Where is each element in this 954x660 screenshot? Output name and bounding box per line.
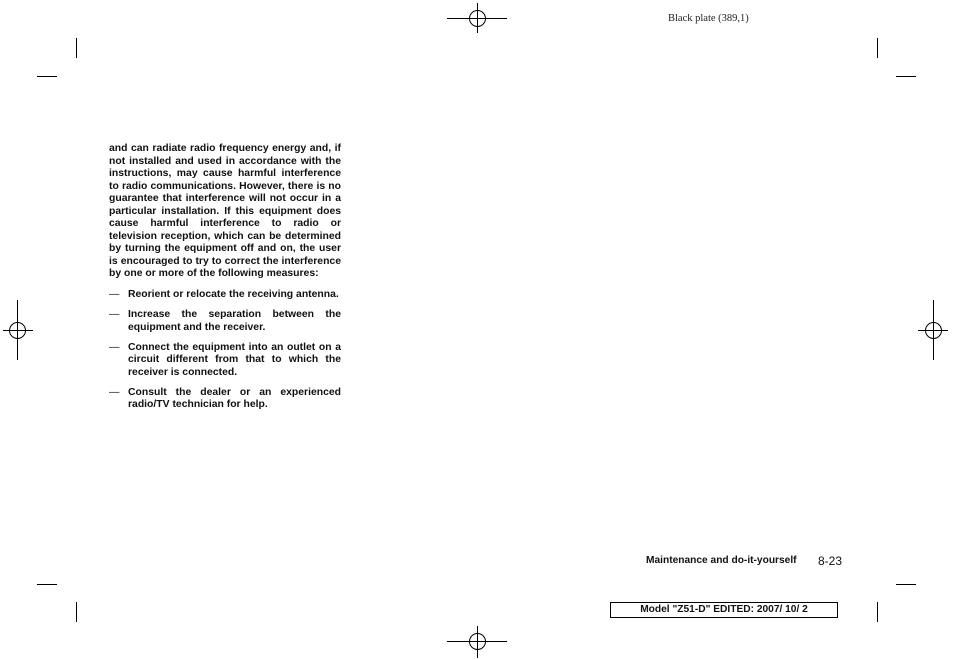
crop-line <box>877 38 878 58</box>
crop-line <box>76 602 77 622</box>
dash-bullet: — <box>109 289 120 301</box>
dash-bullet: — <box>109 341 120 353</box>
registration-circle <box>469 10 486 27</box>
list-item <box>109 309 341 334</box>
list-item <box>109 342 341 380</box>
intro-paragraph: and can radiate radio frequency energy and, if not installed and used in accordance with the instructions, may cause harmful interference to radio communications. However, there is no guarantee that interference will not occur in a particular installation. If this equipment does cause harmful interference to radio or television reception, which can be determined by turning the equipment off and on, the user is encouraged to try to correct the interference by one or more of the following measures: <box>109 143 341 280</box>
list-item-text: Connect the equipment into an outlet on a circuit different from that to which the receiver is connected. <box>128 341 341 378</box>
section-title: Maintenance and do-it-yourself <box>646 555 797 566</box>
crop-line <box>877 602 878 622</box>
body-text-column <box>109 143 341 419</box>
list-item <box>109 289 341 302</box>
page-number: 8-23 <box>818 554 843 568</box>
list-item-text: Consult the dealer or an experienced radio/TV technician for help. <box>128 386 341 411</box>
registration-circle <box>925 322 942 339</box>
measures-list <box>109 289 341 412</box>
crop-line <box>37 76 57 77</box>
dash-bullet: — <box>109 309 120 321</box>
plate-label: Black plate (389,1) <box>668 13 749 24</box>
crop-line <box>896 76 916 77</box>
model-edit-stamp: Model "Z51-D" EDITED: 2007/ 10/ 2 <box>610 602 838 618</box>
crop-line <box>37 584 57 585</box>
list-item <box>109 387 341 412</box>
registration-circle <box>469 633 486 650</box>
registration-circle <box>9 322 26 339</box>
list-item-text: Reorient or relocate the receiving antenna. <box>128 289 339 301</box>
crop-line <box>896 584 916 585</box>
crop-line <box>76 38 77 58</box>
list-item-text: Increase the separation between the equipment and the receiver. <box>128 309 341 333</box>
dash-bullet: — <box>109 386 120 398</box>
